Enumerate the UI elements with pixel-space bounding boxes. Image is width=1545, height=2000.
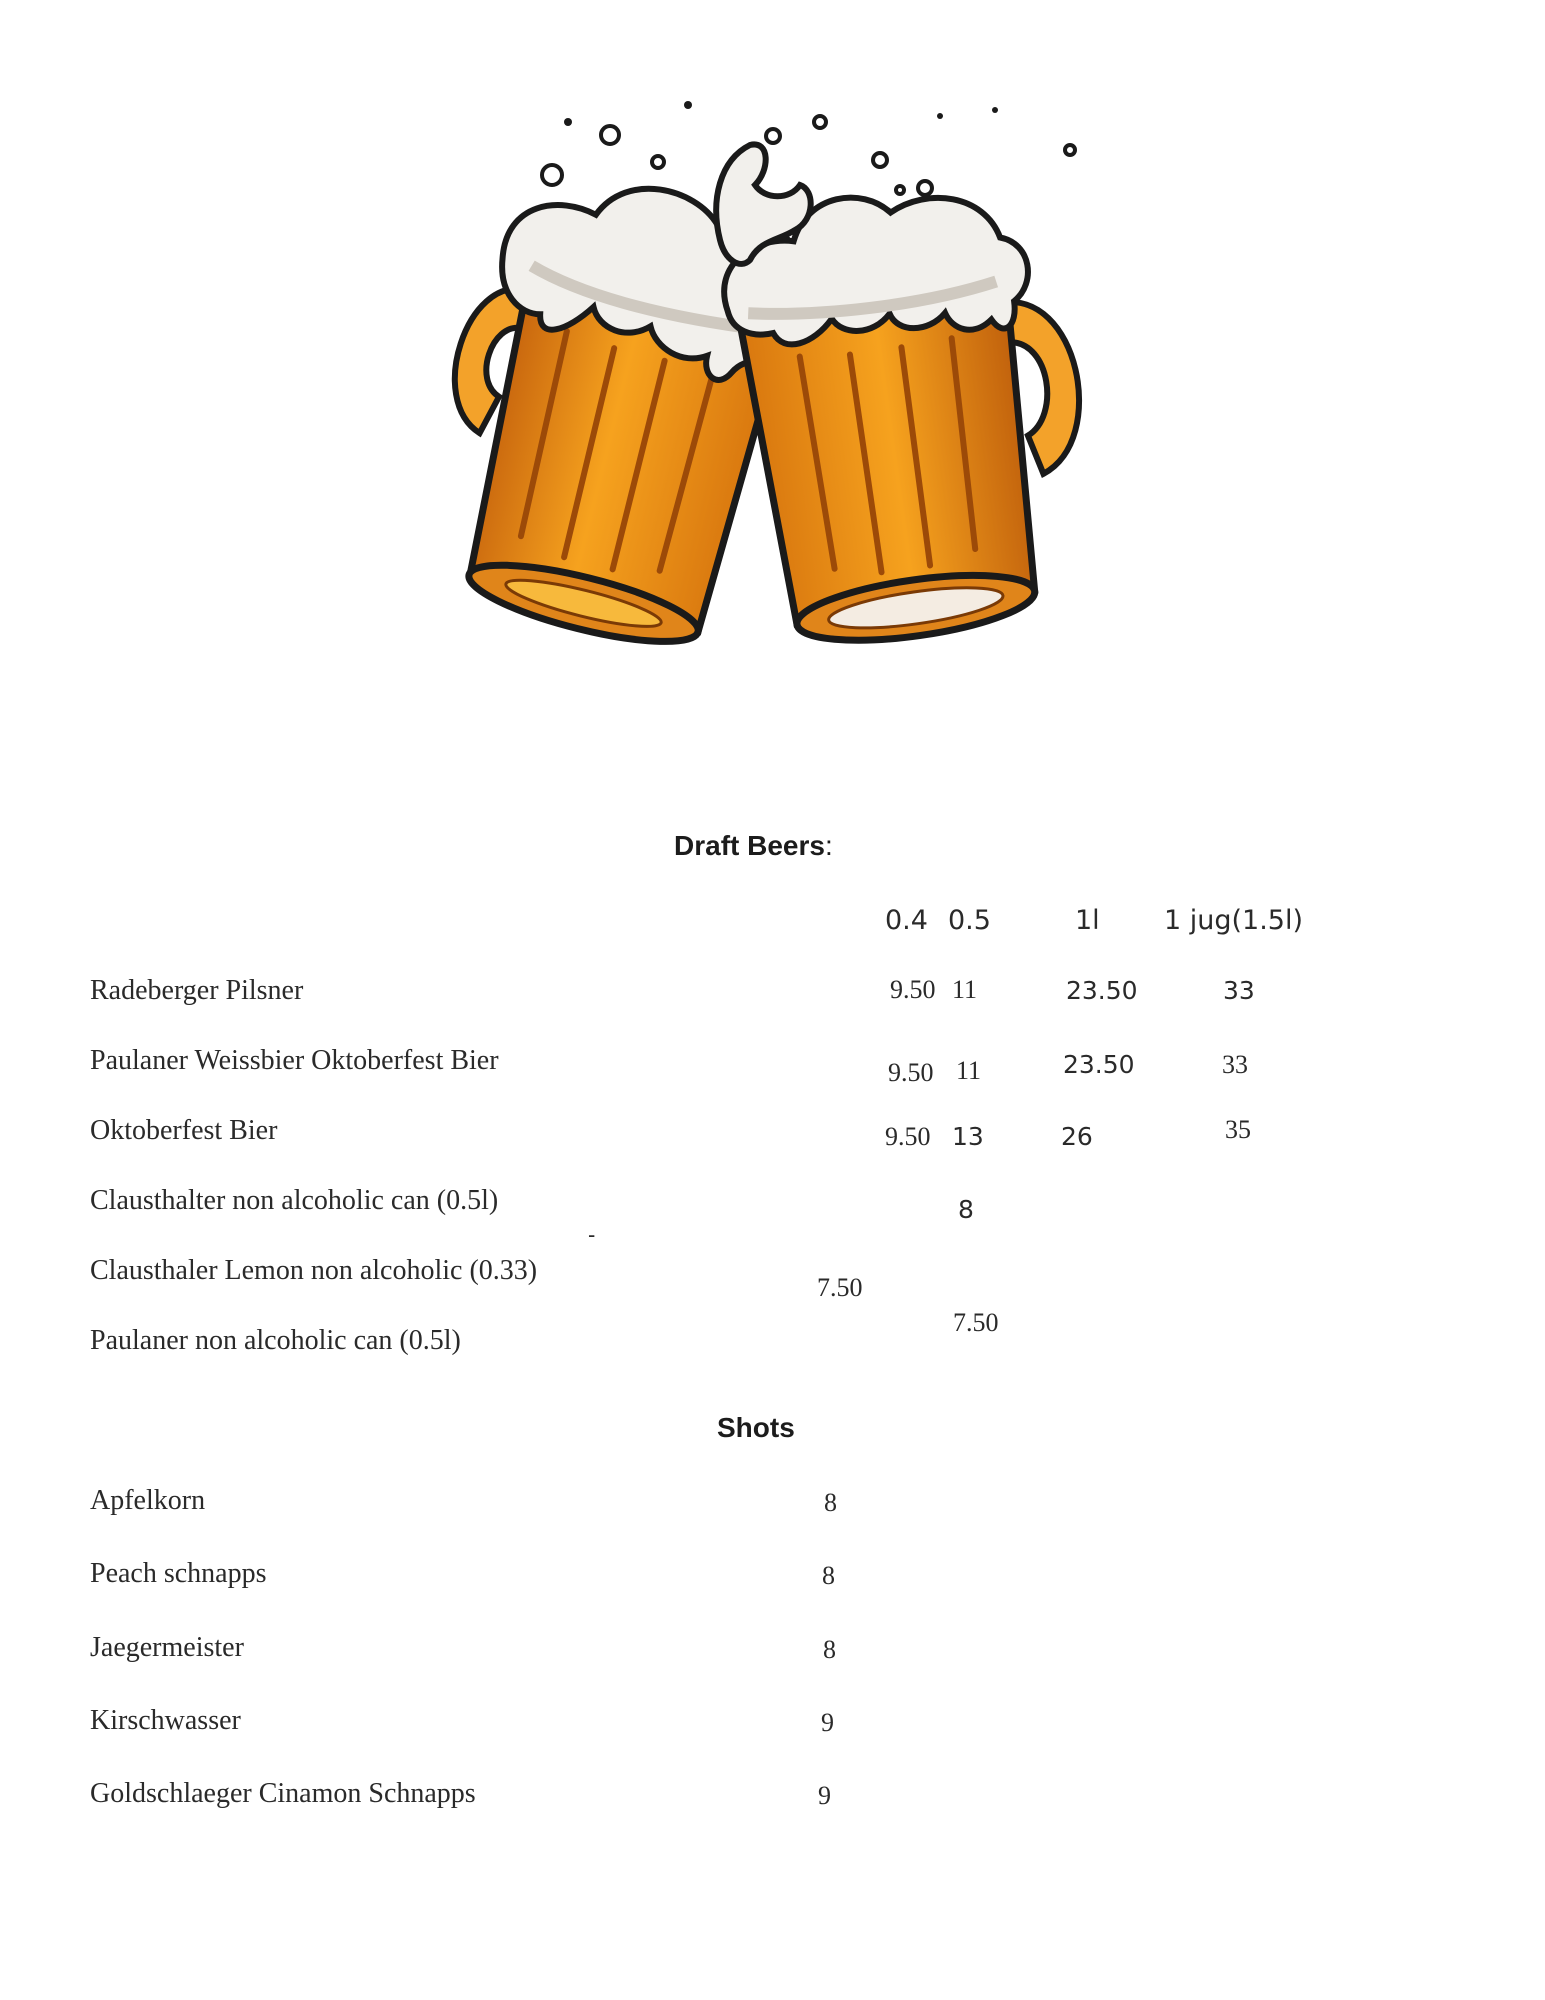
draft-item-dash: - — [588, 1222, 596, 1247]
shot-item-price: 9 — [818, 1781, 831, 1810]
draft-item-name: Clausthalter non alcoholic can (0.5l) — [90, 1185, 499, 1216]
draft-item-price: 13 — [952, 1122, 984, 1151]
draft-item-name: Paulaner non alcoholic can (0.5l) — [90, 1325, 461, 1356]
draft-beers-heading — [674, 830, 833, 862]
draft-item-price: 33 — [1223, 976, 1255, 1005]
shot-item-name: Peach schnapps — [90, 1558, 267, 1589]
draft-item-name: Oktoberfest Bier — [90, 1115, 278, 1146]
draft-item-price: 7.50 — [953, 1308, 999, 1337]
clinking-beer-mugs-illustration — [420, 90, 1120, 690]
draft-item-price: 9.50 — [890, 975, 936, 1004]
column-header-0-5: 0.5 — [948, 905, 991, 936]
shot-item-name: Apfelkorn — [90, 1485, 206, 1516]
shot-item-price: 8 — [822, 1561, 835, 1590]
bubbles-icon — [542, 116, 1075, 195]
draft-item-price: 26 — [1061, 1122, 1093, 1151]
draft-item-price: 7.50 — [817, 1273, 863, 1302]
shot-item-price: 8 — [823, 1635, 836, 1664]
draft-item-price: 8 — [958, 1195, 974, 1224]
shot-item-price: 9 — [821, 1708, 834, 1737]
draft-item-name: Radeberger Pilsner — [90, 975, 304, 1006]
column-header-1l: 1l — [1075, 905, 1100, 936]
draft-beers-title-colon: : — [824, 830, 833, 861]
draft-item-price: 11 — [952, 975, 978, 1004]
draft-item-name: Clausthaler Lemon non alcoholic (0.33) — [90, 1255, 538, 1286]
shot-item-price: 8 — [824, 1488, 837, 1517]
shot-item-name: Kirschwasser — [90, 1705, 241, 1736]
column-header-jug: 1 jug(1.5l) — [1164, 905, 1304, 936]
draft-item-price: 9.50 — [888, 1058, 934, 1087]
draft-item-price: 33 — [1222, 1050, 1248, 1079]
draft-item-name: Paulaner Weissbier Oktoberfest Bier — [90, 1045, 499, 1076]
draft-item-price: 9.50 — [885, 1122, 931, 1151]
draft-item-price: 11 — [956, 1056, 982, 1085]
draft-item-price: 23.50 — [1063, 1050, 1135, 1079]
draft-item-price: 35 — [1225, 1115, 1251, 1144]
draft-beers-title: Draft Beers — [674, 830, 825, 861]
shot-item-name: Jaegermeister — [90, 1632, 244, 1663]
column-header-0-4: 0.4 — [885, 905, 928, 936]
shot-item-name: Goldschlaeger Cinamon Schnapps — [90, 1778, 476, 1809]
draft-item-price: 23.50 — [1066, 976, 1138, 1005]
shots-heading: Shots — [717, 1412, 795, 1443]
